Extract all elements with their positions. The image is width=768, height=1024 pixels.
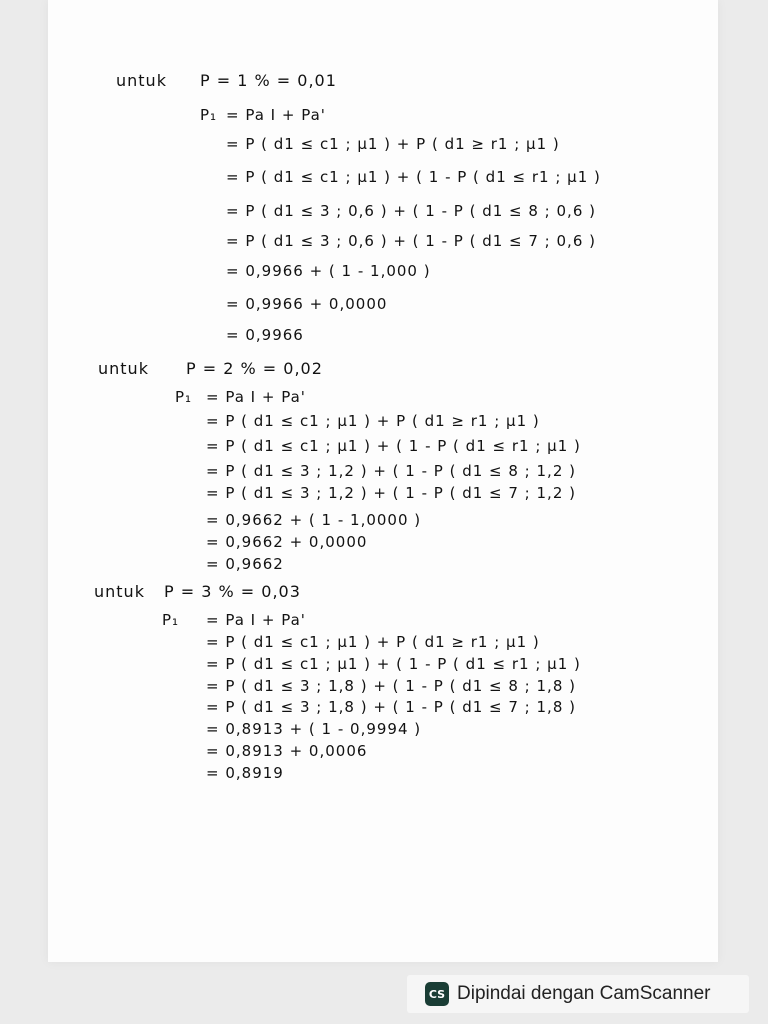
equation-line: = 0,8913 + 0,0006 <box>206 742 368 760</box>
equation-line: = P ( d1 ≤ c1 ; µ1 ) + ( 1 - P ( d1 ≤ r1 ; µ1 ) <box>206 437 581 455</box>
section-label: untuk <box>94 582 145 601</box>
equation-line: = P ( d1 ≤ c1 ; µ1 ) + P ( d1 ≥ r1 ; µ1 ) <box>206 412 540 430</box>
watermark-text: Dipindai dengan CamScanner <box>457 983 711 1004</box>
equation-line: = P ( d1 ≤ c1 ; µ1 ) + P ( d1 ≥ r1 ; µ1 ) <box>226 135 560 153</box>
equation-line: = 0,9966 + ( 1 - 1,000 ) <box>226 262 431 280</box>
section-label: untuk <box>98 359 149 378</box>
equation-line: = P ( d1 ≤ 3 ; 1,2 ) + ( 1 - P ( d1 ≤ 7 ; 1,2 ) <box>206 484 576 502</box>
equation-line: = 0,9662 <box>206 555 284 573</box>
p-definition: P = 3 % = 0,03 <box>164 582 301 601</box>
equation-line: = 0,8919 <box>206 764 284 782</box>
camscanner-logo-icon: CS <box>425 982 449 1006</box>
equation-line: = P ( d1 ≤ 3 ; 1,8 ) + ( 1 - P ( d1 ≤ 8 ; 1,8 ) <box>206 677 576 695</box>
equation-line: = Pa I + Pa' <box>206 611 306 629</box>
equation-line: = Pa I + Pa' <box>226 106 326 124</box>
p1-label: P₁ <box>162 611 180 629</box>
p1-label: P₁ <box>200 106 218 124</box>
p-definition: P = 1 % = 0,01 <box>200 71 337 90</box>
equation-line: = P ( d1 ≤ c1 ; µ1 ) + P ( d1 ≥ r1 ; µ1 ) <box>206 633 540 651</box>
equation-line: = P ( d1 ≤ 3 ; 0,6 ) + ( 1 - P ( d1 ≤ 8 ; 0,6 ) <box>226 202 596 220</box>
equation-line: = 0,9662 + ( 1 - 1,0000 ) <box>206 511 422 529</box>
equation-line: = 0,8913 + ( 1 - 0,9994 ) <box>206 720 422 738</box>
equation-line: = P ( d1 ≤ c1 ; µ1 ) + ( 1 - P ( d1 ≤ r1 ; µ1 ) <box>206 655 581 673</box>
camscanner-watermark <box>407 975 749 1013</box>
equation-line: = 0,9966 + 0,0000 <box>226 295 388 313</box>
p1-label: P₁ <box>175 388 193 406</box>
equation-line: = P ( d1 ≤ 3 ; 1,2 ) + ( 1 - P ( d1 ≤ 8 ; 1,2 ) <box>206 462 576 480</box>
equation-line: = P ( d1 ≤ 3 ; 0,6 ) + ( 1 - P ( d1 ≤ 7 ; 0,6 ) <box>226 232 596 250</box>
section-label: untuk <box>116 71 167 90</box>
p-definition: P = 2 % = 0,02 <box>186 359 323 378</box>
equation-line: = 0,9966 <box>226 326 304 344</box>
equation-line: = P ( d1 ≤ 3 ; 1,8 ) + ( 1 - P ( d1 ≤ 7 ; 1,8 ) <box>206 698 576 716</box>
equation-line: = 0,9662 + 0,0000 <box>206 533 368 551</box>
equation-line: = Pa I + Pa' <box>206 388 306 406</box>
equation-line: = P ( d1 ≤ c1 ; µ1 ) + ( 1 - P ( d1 ≤ r1 ; µ1 ) <box>226 168 601 186</box>
scanned-page <box>48 0 718 962</box>
